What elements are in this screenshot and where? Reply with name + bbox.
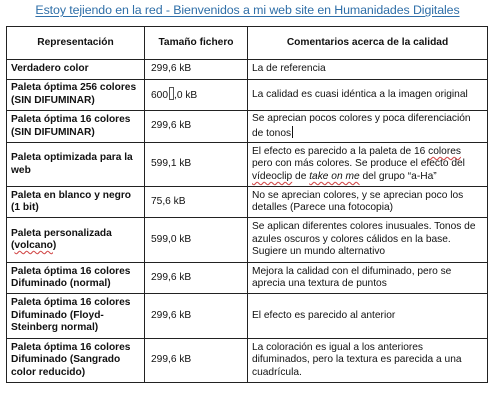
table-header-row <box>7 27 488 60</box>
row-representation <box>7 339 145 383</box>
table-row <box>7 218 488 263</box>
row-representation <box>7 294 145 339</box>
table-row <box>7 60 488 80</box>
table-row <box>7 143 488 187</box>
comment-segment-italic: take on me <box>309 170 360 182</box>
representation-line: Paleta personalizada <box>11 227 112 239</box>
table-row <box>7 294 488 339</box>
comment-segment: de <box>292 170 310 182</box>
row-comment: Mejora la calidad con el difuminado, pero se aprecia una textura de puntos <box>248 263 488 294</box>
table-row <box>7 187 488 218</box>
row-comment: El efecto es parecido al anterior <box>248 294 488 339</box>
representation-line: (SIN DIFUMINAR) <box>11 95 95 106</box>
representation-line: (1 bit) <box>11 202 39 214</box>
comment-segment: del grupo “a-Ha” <box>359 170 437 182</box>
row-representation <box>7 263 145 294</box>
row-file-size: 599,1 kB <box>145 143 248 187</box>
representation-line: Steinberg normal) <box>11 322 99 334</box>
row-file-size: 299,6 kB <box>145 339 248 383</box>
row-comment: Se aplican diferentes colores inusuales. Tonos de azules oscuros y colores cálidos en la base. Sugiere un mundo alternativo <box>248 218 488 263</box>
row-comment: La de referencia <box>248 60 488 80</box>
representation-line: Paleta óptima 16 colores <box>11 265 131 277</box>
representation-paren-close: ) <box>52 240 57 252</box>
row-comment: No se aprecian colores, y se aprecian poco los detalles (Parece una fotocopia) <box>248 187 488 218</box>
row-file-size: 599,0 kB <box>145 218 248 263</box>
representation-spellcheck: volcano <box>14 240 53 252</box>
size-unit: kB <box>182 90 198 102</box>
column-header-comments: Comentarios acerca de la calidad <box>248 27 488 60</box>
representation-line: Difuminado (Floyd- <box>11 309 104 321</box>
row-representation <box>7 218 145 263</box>
representation-line: (SIN DIFUMINAR) <box>11 126 95 138</box>
representation-line: Paleta en blanco y negro <box>11 189 132 201</box>
row-file-size: 299,6 kB <box>145 111 248 143</box>
row-comment[interactable] <box>248 111 488 143</box>
representation-line: color reducido) <box>11 366 86 378</box>
size-integer: 600 <box>151 90 168 102</box>
row-file-size <box>145 80 248 111</box>
representation-line: Paleta optimizada para la <box>11 152 133 164</box>
row-file-size: 299,6 kB <box>145 263 248 294</box>
text-cursor-icon <box>292 126 293 138</box>
palette-comparison-table <box>6 26 488 383</box>
row-file-size: 75,6 kB <box>145 187 248 218</box>
row-file-size: 299,6 kB <box>145 60 248 80</box>
column-header-representation: Representación <box>7 27 145 60</box>
column-header-file-size: Tamaño fichero <box>145 27 248 60</box>
representation-line: Difuminado (Sangrado <box>11 354 121 366</box>
row-representation <box>7 111 145 143</box>
representation-line: Verdadero color <box>11 63 89 75</box>
row-file-size: 299,6 kB <box>145 294 248 339</box>
table-row <box>7 80 488 111</box>
page-header-link[interactable]: Estoy tejiendo en la red - Bienvenidos a mi web site en Humanidades Digitales <box>35 3 460 17</box>
representation-line: Paleta óptima 256 colores <box>11 82 137 94</box>
row-comment: La calidad es cuasi idéntica a la imagen original <box>248 80 488 111</box>
table-row <box>7 339 488 383</box>
table-row <box>7 263 488 294</box>
representation-line: Difuminado (normal) <box>11 278 111 290</box>
size-decimal: ,0 <box>174 90 183 102</box>
representation-line: Paleta óptima 16 colores <box>11 297 131 309</box>
representation-line: Paleta óptima 16 colores <box>11 114 131 125</box>
row-comment <box>248 143 488 187</box>
representation-line: Paleta óptima 16 colores <box>11 341 131 353</box>
comment-text: Se aprecian pocos colores y poca diferenciación de tonos <box>252 113 471 139</box>
representation-line: web <box>11 164 31 176</box>
comment-segment: El efecto es parecido a la paleta de 16 <box>252 145 429 157</box>
row-representation <box>7 80 145 111</box>
row-comment: La coloración es igual a los anteriores difuminados, pero la textura es parecida a una cuadrícula. <box>248 339 488 383</box>
comment-segment-spellcheck: colores <box>428 145 461 157</box>
representation-paren-open: ( <box>11 240 15 252</box>
comment-segment-spellcheck: vídeoclip <box>252 170 293 182</box>
table-row <box>7 111 488 143</box>
row-representation <box>7 143 145 187</box>
row-representation <box>7 187 145 218</box>
comment-segment: pero con más colores. Se produce el efecto del <box>252 158 465 170</box>
row-representation <box>7 60 145 80</box>
